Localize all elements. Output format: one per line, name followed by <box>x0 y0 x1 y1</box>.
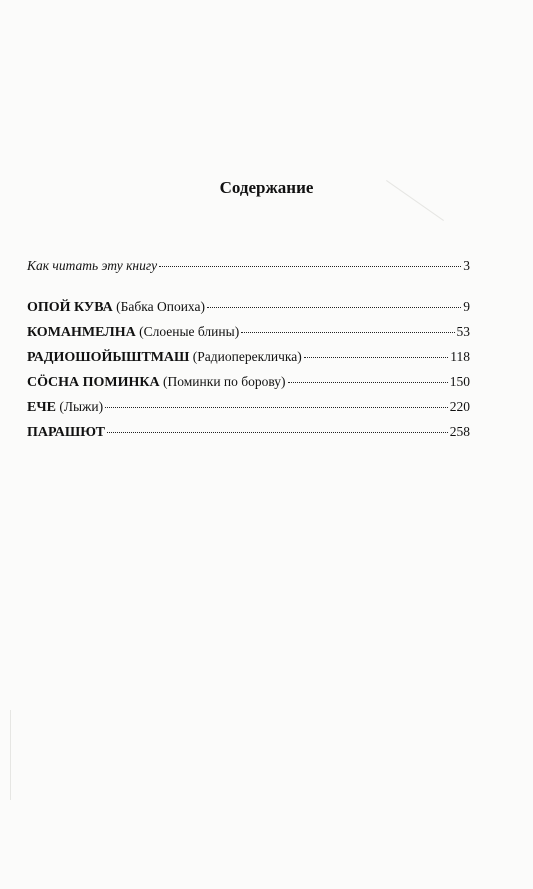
toc-entry-title: СÖСНА ПОМИНКА <box>27 375 160 390</box>
toc-entry-title: ЕЧЕ <box>27 400 56 415</box>
page-number: 118 <box>450 349 470 364</box>
toc-entry-subtitle: (Поминки по борову) <box>163 374 286 389</box>
toc-entry-title: ПАРАШЮТ <box>27 425 105 440</box>
toc-entry-how-to-read <box>27 258 470 274</box>
toc-entry-subtitle: (Лыжи) <box>59 399 104 414</box>
dot-leader <box>241 332 454 333</box>
page-title: Содержание <box>219 178 314 197</box>
toc-entry-title: РАДИОШОЙЫШТМАШ <box>27 350 190 365</box>
toc-entry <box>27 299 470 316</box>
dot-leader <box>107 432 448 433</box>
toc-entry-subtitle: (Радиоперекличка) <box>192 349 302 364</box>
toc-entry-title: КОМАНМЕЛНА <box>27 325 136 340</box>
dot-leader <box>288 382 448 383</box>
toc-entry-label: Как читать эту книгу <box>27 258 158 273</box>
page-number: 220 <box>449 399 470 414</box>
toc-entry-subtitle: (Бабка Опоиха) <box>116 299 205 314</box>
page-number: 53 <box>456 324 470 339</box>
toc-entry <box>27 349 470 366</box>
bleed-through-mark <box>10 710 11 800</box>
toc-entry-title: ОПОЙ КУВА <box>27 300 113 315</box>
page-number: 258 <box>449 424 470 439</box>
toc-entry <box>27 399 470 416</box>
dot-leader <box>105 407 448 408</box>
page-number: 9 <box>463 299 470 314</box>
dot-leader <box>304 357 449 358</box>
page-number: 150 <box>449 374 470 389</box>
toc-entry-subtitle: (Слоеные блины) <box>139 324 240 339</box>
dot-leader <box>159 266 461 267</box>
toc-entry <box>27 324 470 341</box>
dot-leader <box>207 307 461 308</box>
page-number: 3 <box>463 258 470 273</box>
toc-entry <box>27 374 470 391</box>
toc-entry <box>27 424 470 441</box>
